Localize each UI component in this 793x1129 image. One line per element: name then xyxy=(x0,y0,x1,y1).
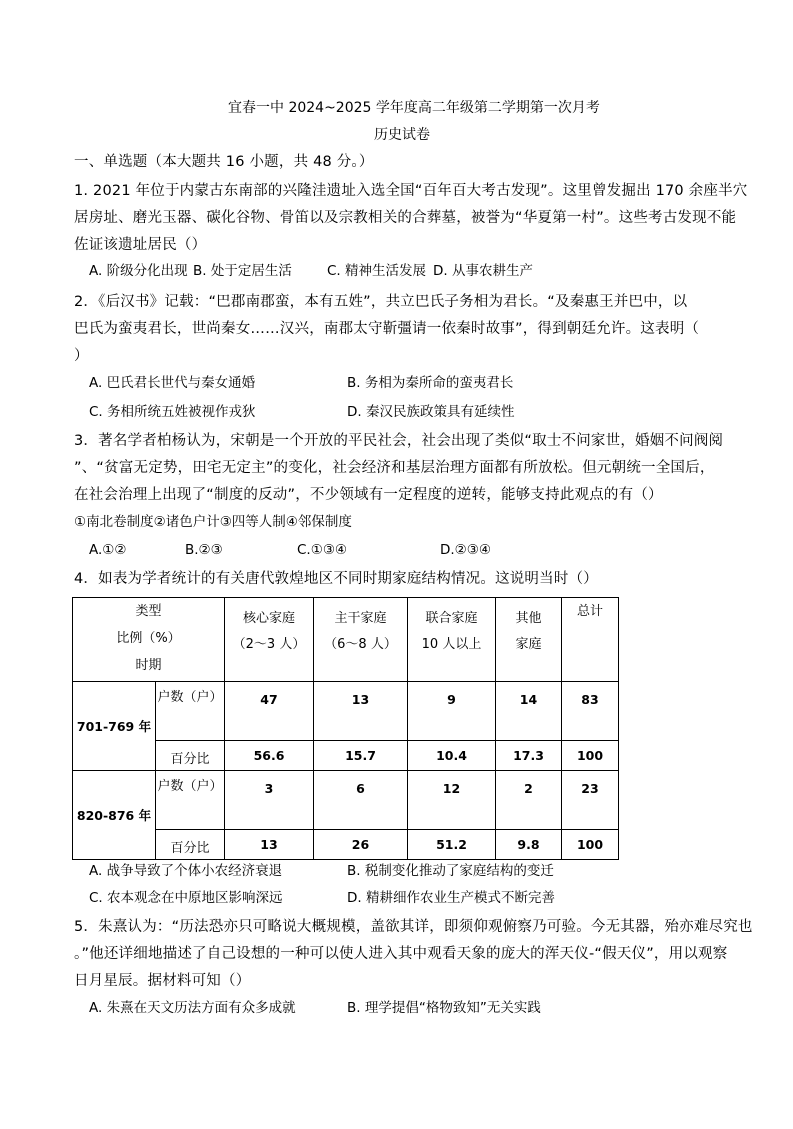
header-total-label: 总计 xyxy=(576,604,603,619)
table-cell: 56.6 xyxy=(225,741,314,771)
header-other-family-line2: 家庭 xyxy=(515,637,542,652)
table-cell: 23 xyxy=(562,771,619,830)
table-cell: 10.4 xyxy=(408,741,496,771)
question-3-option-c: C.①③④ xyxy=(297,542,348,558)
table-cell: 83 xyxy=(562,682,619,741)
row-label: 户数（户） xyxy=(156,771,225,830)
row-label: 百分比 xyxy=(156,741,225,771)
header-total xyxy=(562,598,619,682)
question-4-text-line1: 4．如表为学者统计的有关唐代敦煌地区不同时期家庭结构情况。这说明当时（） xyxy=(74,571,598,587)
question-2-option-b: B. 务相为秦所命的蛮夷君长 xyxy=(347,375,514,391)
period-1-label: 701-769 年 xyxy=(73,682,156,771)
table-cell: 6 xyxy=(314,771,408,830)
question-5-text-line3: 日月星辰。据材料可知（） xyxy=(74,973,251,989)
question-3-text-line3: 在社会治理上出现了“制度的反动”，不少领域有一定程度的逆转，能够支持此观点的有（） xyxy=(74,487,663,503)
header-core-family xyxy=(225,598,314,682)
table-cell: 12 xyxy=(408,771,496,830)
question-2-text-line2: 巴氏为蛮夷君长，世尚秦女……汉兴，南郡太守靳彊请一依秦时故事”，得到朝廷允许。这表明（ xyxy=(74,321,700,337)
header-joint-family xyxy=(408,598,496,682)
header-core-family-line2: （2～3 人） xyxy=(232,637,306,652)
table-cell: 17.3 xyxy=(496,741,562,771)
question-1-text-line2: 居房址、磨光玉器、碳化谷物、骨笛以及宗教相关的合葬墓，被誉为“华夏第一村”。这些考古发现不能 xyxy=(74,210,737,226)
question-1-option-c: C. 精神生活发展 xyxy=(327,263,427,279)
question-5-text-line1: 5．朱熹认为：“历法恐亦只可略说大概规模，盖欲其详，即须仰观俯察乃可验。今无其器，殆亦难尽究也 xyxy=(74,919,753,935)
question-4-option-b: B. 税制变化推动了家庭结构的变迁 xyxy=(347,863,554,879)
question-1-option-a: A. 阶级分化出现 xyxy=(89,263,188,279)
header-stem-family-line2: （6～8 人） xyxy=(324,637,397,652)
question-3-text-line2: ”、“贫富无定势，田宅无定主”的变化，社会经济和基层治理方面都有所放松。但元朝统一全国后， xyxy=(74,460,715,476)
table-corner-cell xyxy=(73,598,225,682)
header-joint-family-line1: 联合家庭 xyxy=(425,611,478,626)
question-1-option-b: B. 处于定居生活 xyxy=(193,263,292,279)
exam-title: 宜春一中 2024~2025 学年度高二年级第二学期第一次月考 xyxy=(228,100,600,116)
question-2-option-d: D. 秦汉民族政策具有延续性 xyxy=(347,404,515,420)
question-1-option-d: D. 从事农耕生产 xyxy=(433,263,533,279)
table-cell: 9.8 xyxy=(496,830,562,860)
question-3-option-a: A.①② xyxy=(89,542,127,558)
table-cell: 100 xyxy=(562,741,619,771)
table-cell: 13 xyxy=(314,682,408,741)
table-cell: 13 xyxy=(225,830,314,860)
question-1-text-line3: 佐证该遗址居民（） xyxy=(74,237,207,253)
header-stem-family-line1: 主干家庭 xyxy=(334,611,387,626)
exam-subtitle: 历史试卷 xyxy=(374,127,430,143)
question-2-text-line3: ） xyxy=(74,348,89,364)
table-cell: 14 xyxy=(496,682,562,741)
corner-period-label: 时期 xyxy=(135,658,162,673)
section-heading: 一、单选题（本大题共 16 小题，共 48 分。） xyxy=(74,154,374,170)
table-cell: 9 xyxy=(408,682,496,741)
corner-type-label: 类型 xyxy=(135,604,162,619)
row-label: 户数（户） xyxy=(156,682,225,741)
question-2-text-line1: 2．《后汉书》记载：“巴郡南郡蛮，本有五姓”，共立巴氏子务相为君长。“及秦惠王并巴中，以 xyxy=(74,294,688,310)
table-header-row xyxy=(73,598,619,682)
table-cell: 47 xyxy=(225,682,314,741)
header-core-family-line1: 核心家庭 xyxy=(242,611,295,626)
question-4-option-d: D. 精耕细作农业生产模式不断完善 xyxy=(347,890,555,906)
table-cell: 100 xyxy=(562,830,619,860)
table-cell: 3 xyxy=(225,771,314,830)
period-2-label: 820-876 年 xyxy=(73,771,156,860)
question-4-option-a: A. 战争导致了个体小农经济衰退 xyxy=(89,863,283,879)
question-5-option-b: B. 理学提倡“格物致知”无关实践 xyxy=(347,1000,541,1016)
question-3-option-d: D.②③④ xyxy=(440,542,491,558)
corner-ratio-label: 比例（%） xyxy=(116,631,181,646)
question-1-text-line1: 1. 2021 年位于内蒙古东南部的兴隆洼遗址入选全国“百年百大考古发现”。这里曾发掘出 170 余座半穴 xyxy=(74,183,748,199)
question-2-option-c: C. 务相所统五姓被视作戎狄 xyxy=(89,404,256,420)
table-cell: 26 xyxy=(314,830,408,860)
header-joint-family-line2: 10 人以上 xyxy=(421,637,482,652)
family-structure-table xyxy=(72,597,619,860)
question-3-text-line1: 3．著名学者柏杨认为，宋朝是一个开放的平民社会，社会出现了类似“取士不问家世，婚姻不问阀阅 xyxy=(74,433,724,449)
question-5-text-line2: 。”他还详细地描述了自己设想的一种可以使人进入其中观看天象的庞大的浑天仪-“假天仪”，用以观察 xyxy=(74,946,728,962)
table-row xyxy=(73,771,619,830)
table-row xyxy=(73,682,619,741)
question-3-option-b: B.②③ xyxy=(185,542,223,558)
question-3-items: ①南北卷制度②诸色户计③四等人制④邻保制度 xyxy=(74,514,352,530)
row-label: 百分比 xyxy=(156,830,225,860)
question-2-option-a: A. 巴氏君长世代与秦女通婚 xyxy=(89,375,256,391)
question-5-option-a: A. 朱熹在天文历法方面有众多成就 xyxy=(89,1000,296,1016)
table-cell: 51.2 xyxy=(408,830,496,860)
table-cell: 15.7 xyxy=(314,741,408,771)
table-cell: 2 xyxy=(496,771,562,830)
header-other-family-line1: 其他 xyxy=(515,611,542,626)
header-stem-family xyxy=(314,598,408,682)
header-other-family xyxy=(496,598,562,682)
question-4-option-c: C. 农本观念在中原地区影响深远 xyxy=(89,890,283,906)
